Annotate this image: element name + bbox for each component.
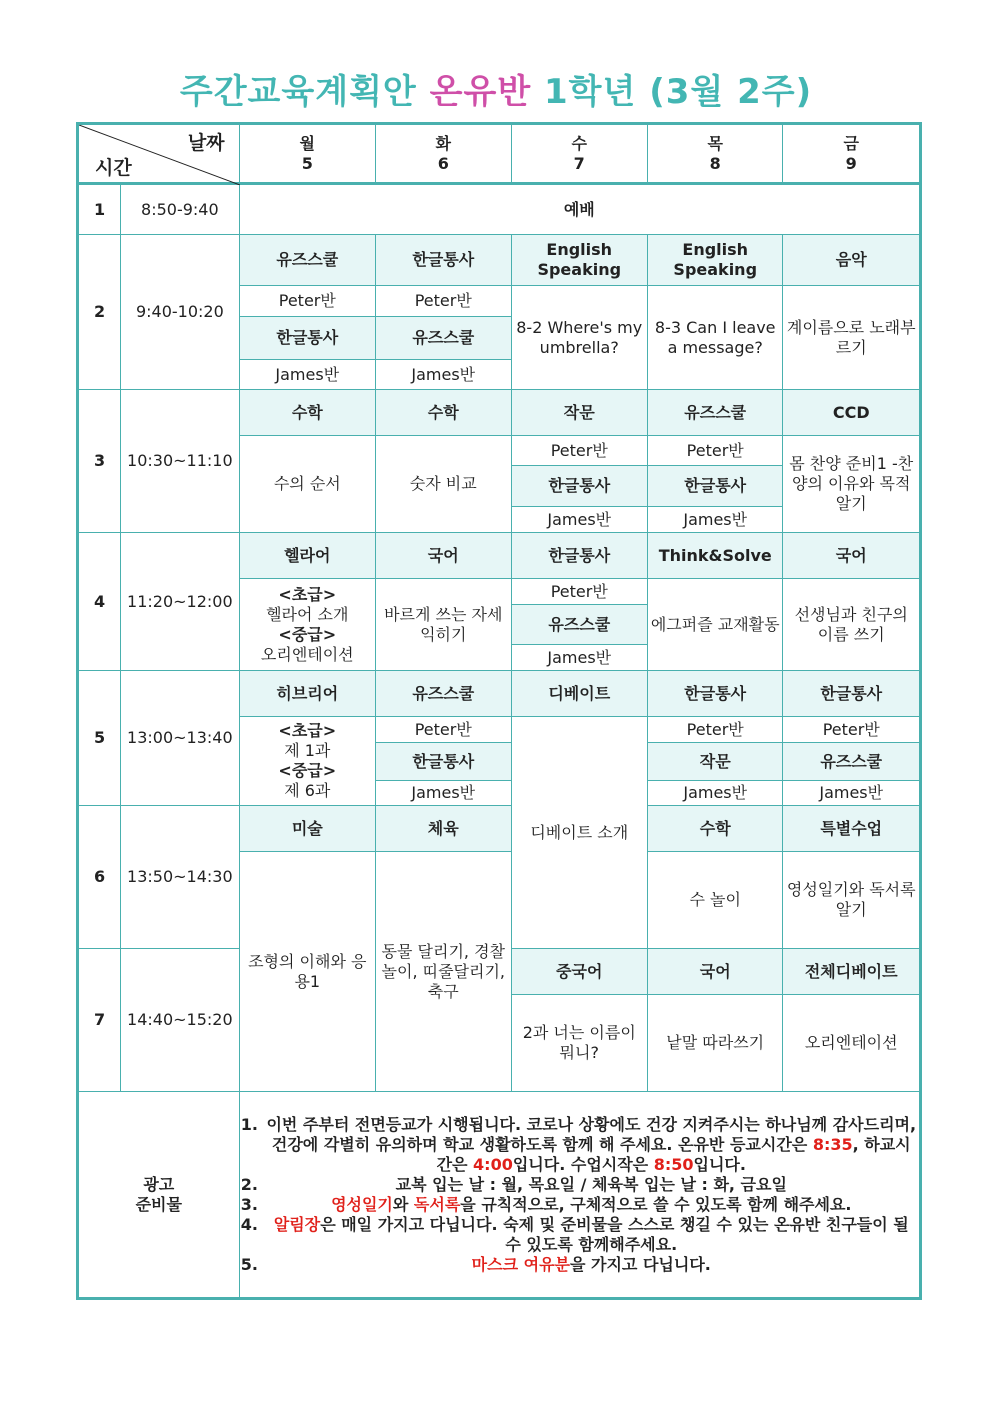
lesson-cell: 오리엔테이션: [783, 995, 921, 1092]
subject-cell: 한글통사: [376, 743, 511, 781]
class-cell: Peter반: [783, 717, 921, 743]
weekly-schedule-table: [76, 122, 922, 1300]
class-cell: Peter반: [647, 717, 782, 743]
subject-cell: 수학: [239, 390, 375, 436]
level-label: <중급>: [278, 624, 337, 644]
notice-list: [242, 1115, 917, 1275]
notice-item: 2. 교복 입는 날 : 월, 목요일 / 체육복 입는 날 : 화, 금요일: [264, 1175, 917, 1195]
lesson-cell: 수의 순서: [239, 436, 375, 533]
subject-cell: Think&Solve: [647, 533, 782, 579]
class-cell: James반: [376, 360, 511, 390]
class-cell: James반: [511, 507, 647, 533]
subject-cell: English Speaking: [647, 235, 782, 286]
subject-cell: 예배: [239, 184, 920, 235]
lesson-cell: 숫자 비교: [376, 436, 511, 533]
lesson-text: 제 1과: [284, 741, 331, 760]
corner-date-label: 날짜: [187, 132, 225, 154]
subject-cell: 작문: [511, 390, 647, 436]
page-title: [0, 64, 992, 113]
subject-cell: 국어: [783, 533, 921, 579]
period-time: 14:40~15:20: [121, 949, 239, 1092]
period-time: 10:30~11:10: [121, 390, 239, 533]
period-time: 8:50-9:40: [121, 184, 239, 235]
class-cell: Peter반: [376, 717, 511, 743]
period-number: 3: [78, 390, 121, 533]
class-cell: James반: [647, 781, 782, 806]
lesson-text: 헬라어 소개: [266, 604, 349, 624]
lesson-cell: 몸 찬양 준비1 -찬양의 이유와 목적 알기: [783, 436, 921, 533]
title-class: 온유반: [429, 72, 532, 112]
subject-cell: 수학: [647, 806, 782, 852]
class-cell: James반: [511, 645, 647, 671]
day-header-wed: 수 7: [511, 124, 647, 184]
class-cell: Peter반: [647, 436, 782, 466]
subject-cell: English Speaking: [511, 235, 647, 286]
subject-cell: 중국어: [511, 949, 647, 995]
subject-cell: CCD: [783, 390, 921, 436]
subject-cell: 한글통사: [783, 671, 921, 717]
notice-item: 5. 마스크 여유분을 가지고 다닙니다.: [264, 1255, 917, 1275]
lesson-text: 제 6과: [284, 781, 331, 800]
subject-cell: 헬라어: [239, 533, 375, 579]
lesson-cell: [239, 717, 375, 806]
lesson-cell: 조형의 이해와 응용1: [239, 852, 375, 1092]
notice-label: 광고 준비물: [78, 1092, 240, 1299]
class-cell: Peter반: [376, 286, 511, 317]
subject-cell: 한글통사: [647, 466, 782, 507]
subject-cell: 한글통사: [376, 235, 511, 286]
lesson-cell: 계이름으로 노래부르기: [783, 286, 921, 390]
title-grade-week: 1학년 (3월 2주): [544, 72, 813, 112]
class-cell: James반: [783, 781, 921, 806]
day-header-mon: 월 5: [239, 124, 375, 184]
subject-cell: 유즈스쿨: [511, 605, 647, 645]
class-cell: Peter반: [511, 579, 647, 605]
subject-cell: 미술: [239, 806, 375, 852]
subject-cell: 작문: [647, 743, 782, 781]
period-time: 13:50~14:30: [121, 806, 239, 949]
notice-item: 3. 영성일기와 독서록을 규칙적으로, 구체적으로 쓸 수 있도록 함께 해주세요.: [264, 1195, 917, 1215]
period-time: 11:20~12:00: [121, 533, 239, 671]
title-plan: 주간교육계획안: [179, 72, 417, 112]
lesson-cell: 수 놀이: [647, 852, 782, 949]
subject-cell: 유즈스쿨: [239, 235, 375, 286]
notice-content: [239, 1092, 920, 1299]
lesson-cell: 디베이트 소개: [511, 717, 647, 949]
corner-time-label: 시간: [95, 157, 132, 179]
subject-cell: 한글통사: [511, 466, 647, 507]
subject-cell: 음악: [783, 235, 921, 286]
lesson-cell: 선생님과 친구의 이름 쓰기: [783, 579, 921, 671]
subject-cell: 한글통사: [239, 317, 375, 360]
lesson-cell: 8-2 Where's my umbrella?: [511, 286, 647, 390]
lesson-cell: 영성일기와 독서록 알기: [783, 852, 921, 949]
class-cell: James반: [647, 507, 782, 533]
corner-header: [78, 124, 240, 184]
subject-cell: 유즈스쿨: [647, 390, 782, 436]
subject-cell: 국어: [376, 533, 511, 579]
subject-cell: 특별수업: [783, 806, 921, 852]
lesson-cell: 바르게 쓰는 자세 익히기: [376, 579, 511, 671]
period-time: 9:40-10:20: [121, 235, 239, 390]
lesson-cell: 8-3 Can I leave a message?: [647, 286, 782, 390]
subject-cell: 국어: [647, 949, 782, 995]
lesson-cell: 에그퍼즐 교재활동: [647, 579, 782, 671]
level-label: <초급>: [278, 721, 337, 740]
day-header-fri: 금 9: [783, 124, 921, 184]
day-header-thu: 목 8: [647, 124, 782, 184]
lesson-cell: 동물 달리기, 경찰놀이, 띠줄달리기, 축구: [376, 852, 511, 1092]
level-label: <중급>: [278, 761, 337, 780]
subject-cell: 유즈스쿨: [376, 317, 511, 360]
class-cell: James반: [376, 781, 511, 806]
subject-cell: 한글통사: [511, 533, 647, 579]
notice-item: 4. 알림장은 매일 가지고 다닙니다. 숙제 및 준비물을 스스로 챙길 수 있는 온유반 친구들이 될 수 있도록 함께해주세요.: [264, 1215, 917, 1255]
subject-cell: 수학: [376, 390, 511, 436]
period-number: 6: [78, 806, 121, 949]
period-number: 4: [78, 533, 121, 671]
subject-cell: 유즈스쿨: [783, 743, 921, 781]
notice-item: 1. 이번 주부터 전면등교가 시행됩니다. 코로나 상황에도 건강 지켜주시는 하나님께 감사드리며, 건강에 각별히 유의하며 학교 생활하도록 함께 해 주세요. 온유반 등교시간은 8:35, 하교시간은 4:00입니다. 수업시작은 8:50입니다.: [264, 1115, 917, 1175]
subject-cell: 히브리어: [239, 671, 375, 717]
subject-cell: 한글통사: [647, 671, 782, 717]
subject-cell: 디베이트: [511, 671, 647, 717]
subject-cell: 체육: [376, 806, 511, 852]
period-number: 5: [78, 671, 121, 806]
class-cell: Peter반: [239, 286, 375, 317]
subject-cell: 유즈스쿨: [376, 671, 511, 717]
period-number: 2: [78, 235, 121, 390]
class-cell: Peter반: [511, 436, 647, 466]
lesson-text: 오리엔테이션: [260, 644, 354, 664]
lesson-cell: 2과 너는 이름이 뭐니?: [511, 995, 647, 1092]
day-header-tue: 화 6: [376, 124, 511, 184]
subject-cell: 전체디베이트: [783, 949, 921, 995]
period-number: 1: [78, 184, 121, 235]
level-label: <초급>: [278, 584, 337, 604]
period-time: 13:00~13:40: [121, 671, 239, 806]
class-cell: James반: [239, 360, 375, 390]
lesson-cell: 낱말 따라쓰기: [647, 995, 782, 1092]
period-number: 7: [78, 949, 121, 1092]
lesson-cell: [239, 579, 375, 671]
